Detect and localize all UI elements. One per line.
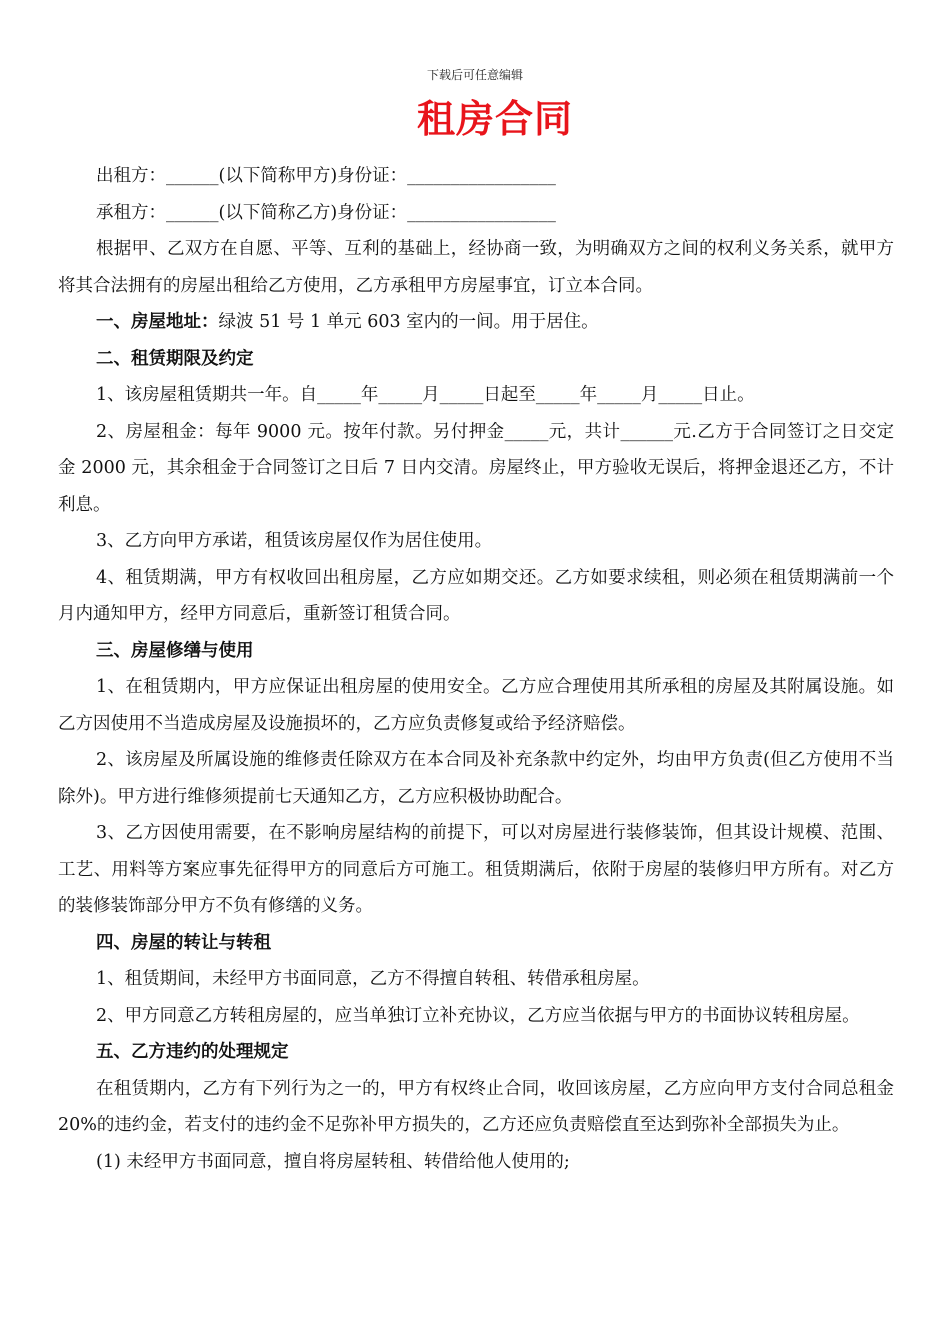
section-4-item-2: 2、甲方同意乙方转租房屋的，应当单独订立补充协议，乙方应当依据与甲方的书面协议转租房屋。 [96, 1005, 860, 1026]
header-note: 下载后可任意编辑 [426, 68, 523, 82]
section-2-heading: 二、租赁期限及约定 [96, 348, 254, 369]
intro-paragraph: 根据甲、乙双方在自愿、平等、互利的基础上，经协商一致，为明确双方之间的权利义务关系，就甲方将其合法拥有的房屋出租给乙方使用，乙方承租甲方房屋事宜，订立本合同。 [58, 239, 894, 296]
section-2-item-4: 4、租赁期满，甲方有权收回出租房屋，乙方应如期交还。乙方如要求续租，则必须在租赁期满前一个月内通知甲方，经甲方同意后，重新签订租赁合同。 [58, 567, 894, 624]
section-2-item-1: 1、该房屋租赁期共一年。自_____年_____月_____日起至_____年_____月_____日止。 [96, 385, 755, 405]
section-5-item-1: (1) 未经甲方书面同意，擅自将房屋转租、转借给他人使用的; [96, 1151, 570, 1172]
section-4-heading: 四、房屋的转让与转租 [96, 932, 271, 953]
section-3-item-1: 1、在租赁期内，甲方应保证出租房屋的使用安全。乙方应合理使用其所承租的房屋及其附属设施。如乙方因使用不当造成房屋及设施损坏的，乙方应负责修复或给予经济赔偿。 [58, 677, 894, 734]
section-4-item-1: 1、租赁期间，未经甲方书面同意，乙方不得擅自转租、转借承租房屋。 [96, 969, 650, 989]
section-3-item-2: 2、该房屋及所属设施的维修责任除双方在本合同及补充条款中约定外，均由甲方负责(但乙方使用不当除外)。甲方进行维修须提前七天通知乙方，乙方应积极协助配合。 [58, 750, 894, 807]
section-5-intro: 在租赁期内，乙方有下列行为之一的，甲方有权终止合同，收回该房屋，乙方应向甲方支付合同总租金 20%的违约金，若支付的违约金不足弥补甲方损失的，乙方还应负责赔偿直至达到弥补全部损失为止。 [58, 1078, 894, 1135]
house-address: 绿波 51 号 1 单元 603 室内的一间。用于居住。 [218, 312, 599, 332]
section-1-heading [58, 304, 894, 341]
section-2-item-2: 2、房屋租金：每年 9000 元。按年付款。另付押金_____元，共计______元.乙方于合同签订之日交定金 2000 元，其余租金于合同签订之日后 7 日内交清。房屋终止，甲方验收无误后，将押金退还乙方，不计利息。 [58, 421, 894, 515]
section-1-title: 一、房屋地址： [96, 312, 219, 332]
section-2-item-3: 3、乙方向甲方承诺，租赁该房屋仅作为居住使用。 [96, 531, 493, 551]
lessee-line: 承租方：______(以下简称乙方)身份证：_________________ [96, 202, 556, 223]
contract-body [58, 158, 894, 1180]
section-3-heading: 三、房屋修缮与使用 [96, 640, 254, 661]
section-3-item-3: 3、乙方因使用需要，在不影响房屋结构的前提下，可以对房屋进行装修装饰，但其设计规模、范围、工艺、用料等方案应事先征得甲方的同意后方可施工。租赁期满后，依附于房屋的装修归甲方所有。对乙方的装修装饰部分甲方不负有修缮的义务。 [58, 823, 894, 916]
lessor-line: 出租方：______(以下简称甲方)身份证：_________________ [96, 166, 556, 186]
section-5-heading: 五、乙方违约的处理规定 [96, 1042, 289, 1062]
document-title: 租房合同 [416, 96, 573, 141]
